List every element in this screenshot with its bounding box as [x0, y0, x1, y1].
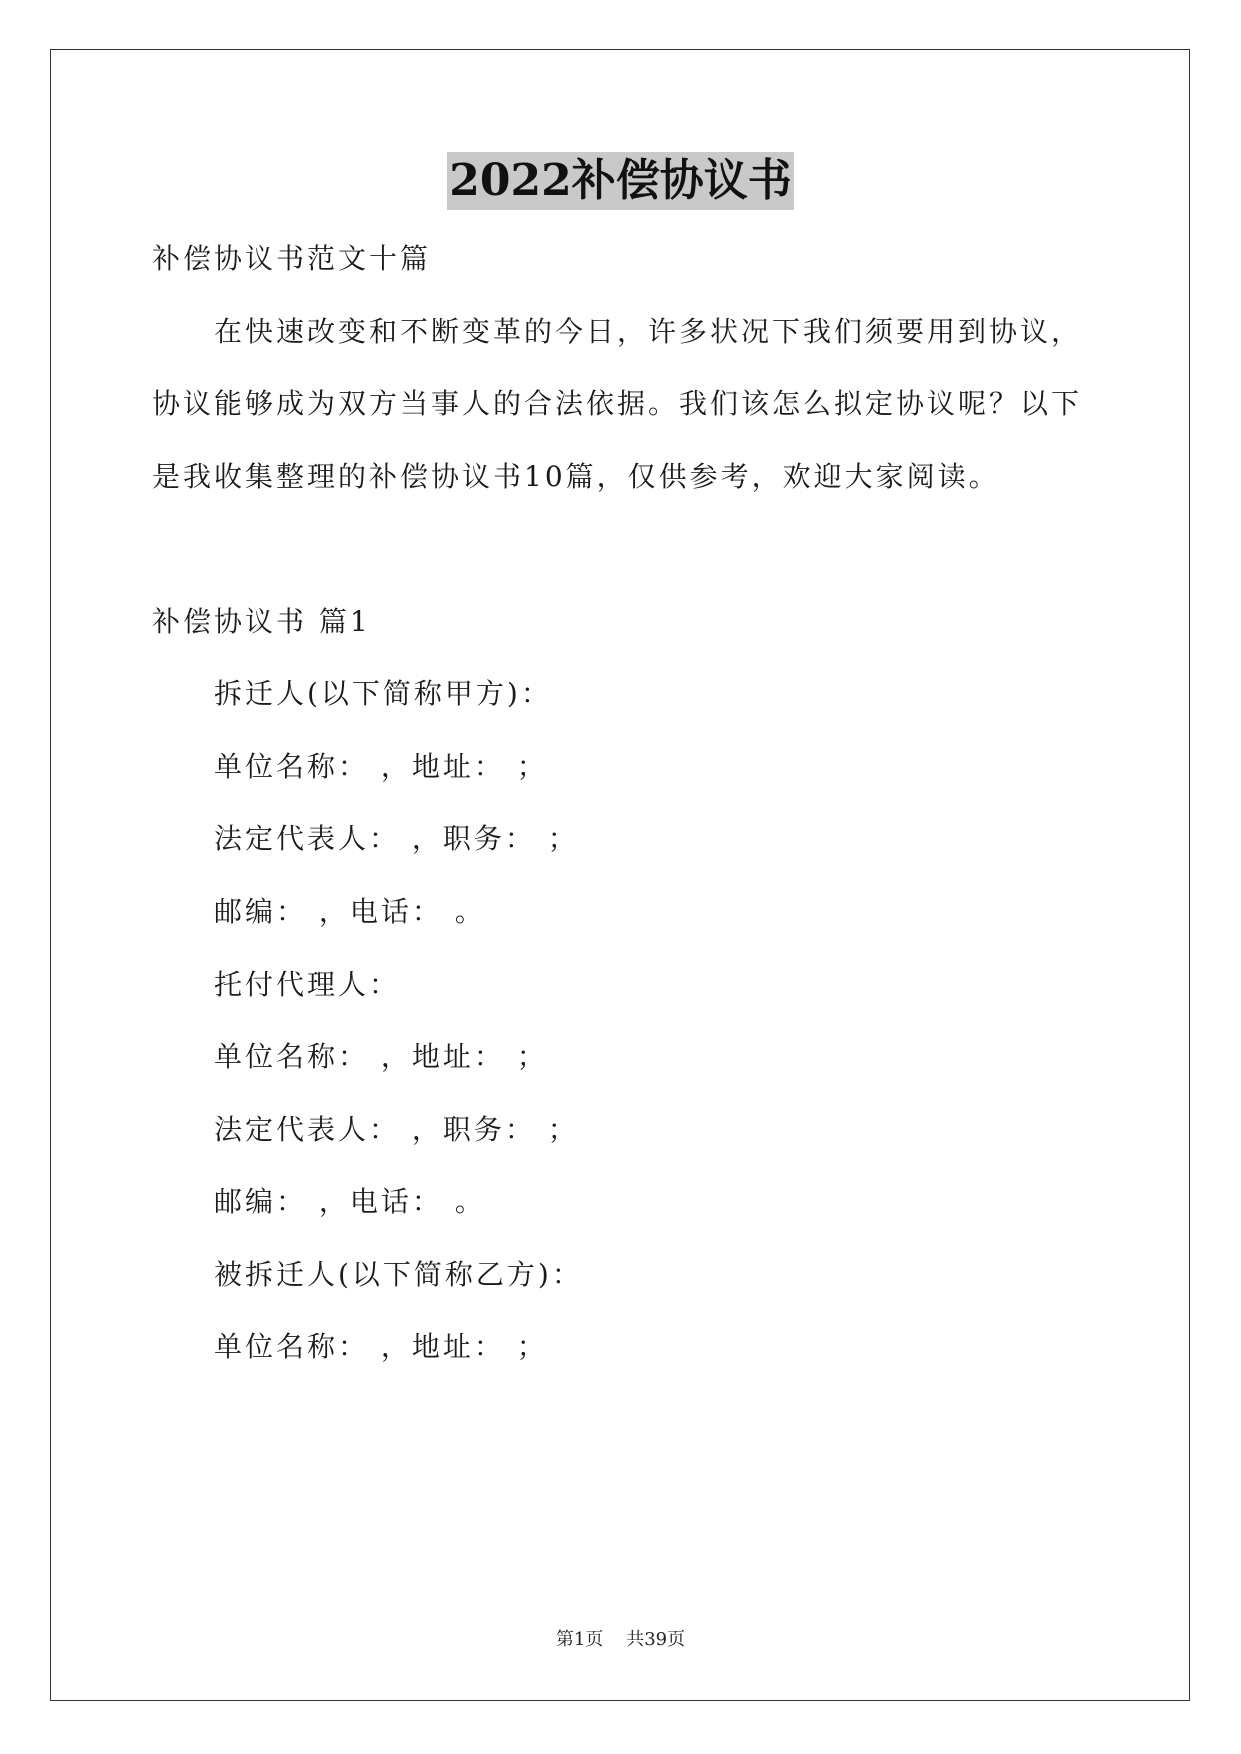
- intro-line-1: 在快速改变和不断变革的今日，许多状况下我们须要用到协议，: [214, 315, 1083, 348]
- party-a-representative: 法定代表人： ，职务： ；: [214, 822, 579, 855]
- section-heading: 补偿协议书 篇1: [152, 605, 371, 638]
- party-a-heading: 拆迁人(以下简称甲方)：: [214, 677, 552, 710]
- intro-line-2: 协议能够成为双方当事人的合法依据。我们该怎么拟定协议呢？以下: [152, 387, 1083, 420]
- party-a-unit-address: 单位名称： ，地址： ；: [214, 750, 548, 783]
- agent-representative: 法定代表人： ，职务： ；: [214, 1113, 579, 1146]
- document-title: 2022补偿协议书: [447, 152, 793, 210]
- page-footer: 第1页 共39页: [555, 1629, 686, 1650]
- party-b-heading: 被拆迁人(以下简称乙方)：: [214, 1258, 583, 1291]
- agent-postcode-phone: 邮编： ，电话： 。: [214, 1185, 486, 1218]
- agent-unit-address: 单位名称： ，地址： ；: [214, 1040, 548, 1073]
- title-container: [0, 152, 1241, 210]
- intro-line-3: 是我收集整理的补偿协议书10篇，仅供参考，欢迎大家阅读。: [152, 460, 1000, 493]
- agent-heading: 托付代理人：: [214, 968, 401, 1001]
- party-b-unit-address: 单位名称： ，地址： ；: [214, 1330, 548, 1363]
- party-a-postcode-phone: 邮编： ，电话： 。: [214, 895, 486, 928]
- subtitle: 补偿协议书范文十篇: [152, 242, 432, 275]
- page-frame: [50, 49, 1190, 1701]
